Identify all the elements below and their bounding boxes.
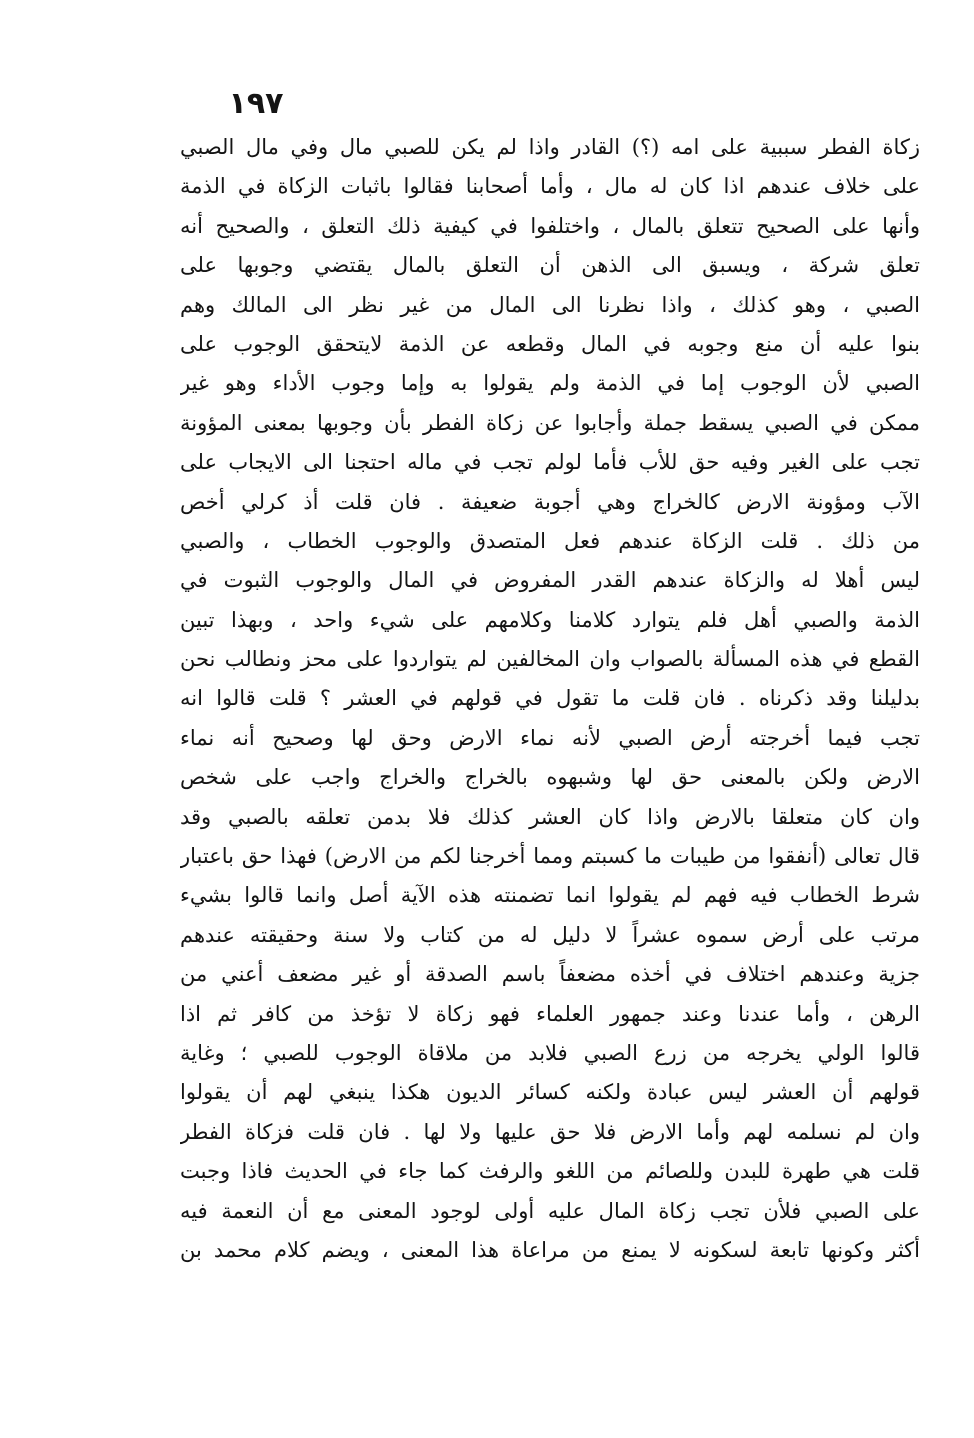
page-number: ١٩٧ bbox=[228, 86, 284, 121]
text-line: الصبي ، وهو كذلك ، واذا نظرنا الى المال من غير نظر الى المالك وهم bbox=[180, 292, 920, 317]
text-line: ليس أهلا له والزكاة عندهم القدر المفروض في المال والوجوب الثبوت في bbox=[180, 568, 920, 593]
text-line: الارض ولكن بالمعنى حق لها وشبهوه بالخراج والخراج واجب على شخص bbox=[180, 765, 920, 790]
text-line: زكاة الفطر سببية على امه (؟) القادر واذا لم يكن للصبي مال وفي مال الصبي bbox=[180, 135, 920, 159]
text-line: وان كان متعلقا بالارض واذا كان العشر كذلك فلا بدمن تعلقه بالصبي وقد bbox=[180, 804, 920, 829]
text-line: أكثر وكونها تابعة لسكونه لا يمنع من مراعاة هذا المعنى ، ويضم كلام محمد بن bbox=[180, 1237, 920, 1262]
text-line: تجب على الغير وفيه حق للأب فأما لولم تجب في ماله احتجنا الى الايجاب على bbox=[180, 450, 920, 475]
text-line: وان لم نسلمه لهم وأما الارض فلا حق عليها ولا لها . فان قلت فزكاة الفطر bbox=[180, 1119, 920, 1144]
text-line: تعلق شركة ، ويسبق الى الذهن أن التعلق بالمال يقتضي وجوبها على bbox=[180, 253, 920, 278]
text-line: ممكن في الصبي يسقط جملة وأجابوا عن زكاة الفطر بأن وجوبها بمعنى المؤونة bbox=[180, 410, 920, 435]
text-line: مرتب على أرض سموه عشراً لا دليل له من كتاب ولا سنة وحقيقته عندهم bbox=[180, 922, 920, 947]
text-line: قلت هي طهرة للبدن وللصائم من اللغو والرفث كما جاء في الحديث فاذا وجبت bbox=[180, 1159, 920, 1184]
text-line: الآب ومؤونة الارض كالخراج وهي أجوبة ضعيفة . فان قلت أذ كرلي أخص bbox=[180, 489, 920, 514]
text-line: قولهم أن العشر ليس عبادة ولكنه كسائر الديون هكذا ينبغي لهم أن يقولوا bbox=[180, 1080, 920, 1105]
text-line: قال تعالى (أنفقوا من طيبات ما كسبتم ومما أخرجنا لكم من الارض) فهذا حق باعتبار bbox=[180, 844, 920, 869]
text-line: شرط الخطاب فيه فهم لم يقولوا انما تضمنته هذه الآية أصل وانما قالوا بشيء bbox=[180, 883, 920, 908]
text-line: جزية وعندهم اختلاف في أخذه مضعفاً باسم الصدقة أو غير مضعف أعني من bbox=[180, 962, 920, 987]
text-line: القطع في هذه المسألة بالصواب وان المخالفين لم يتواردوا على محز ونطالب نحن bbox=[180, 647, 920, 672]
text-line: الرهن ، وأما عندنا وعند جمهور العلماء فهو زكاة لا تؤخذ من كافر ثم اذا bbox=[180, 1001, 920, 1026]
text-line: بنوا عليه أن منع وجوبه في المال وقطعه عن الذمة لايتحقق الوجوب على bbox=[180, 331, 920, 356]
text-line: الذمة والصبي أهل فلم يتوارد كلامنا وكلامهم على شيء واحد ، وبهذا تبين bbox=[180, 607, 920, 632]
text-line: تجب فيما أخرجته أرض الصبي لأنه نماء الارض وحق لها وصحيح أنه نماء bbox=[180, 725, 920, 750]
text-line: وأنها على الصحيح تتعلق بالمال ، واختلفوا في كيفية ذلك التعلق ، والصحيح أنه bbox=[180, 213, 920, 238]
text-line: قالوا الولي يخرجه من زرع الصبي فلابد من ملاقاة الوجوب للصبي ؛ وغاية bbox=[180, 1040, 920, 1065]
text-line: بدليلنا وقد ذكرناه . فان قلت ما تقول في قولهم في العشر ؟ قلت قالوا انه bbox=[180, 686, 920, 711]
text-line: الصبي لأن الوجوب إما في الذمة ولم يقولوا به وإما وجوب الأداء وهو غير bbox=[180, 371, 920, 396]
body-text bbox=[180, 128, 920, 1270]
text-line: من ذلك . قلت الزكاة عندهم فعل المتصدق والوجوب الخطاب ، والصبي bbox=[180, 528, 920, 553]
text-line: على خلاف عندهم اذا كان له مال ، وأما أصحابنا فقالوا باثبات الزكاة في الذمة bbox=[180, 174, 920, 199]
text-line: على الصبي فلأن تجب زكاة المال عليه أولى لوجود المعنى مع أن النعمة فيه bbox=[180, 1198, 920, 1223]
